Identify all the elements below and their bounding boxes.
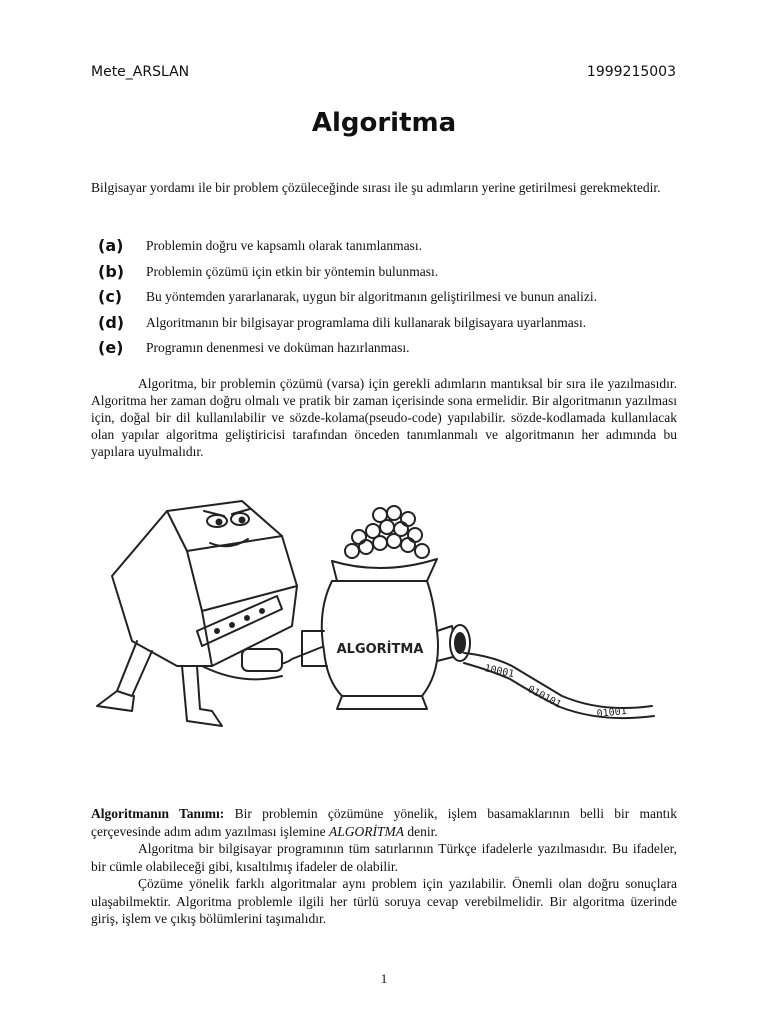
step-item — [98, 262, 688, 288]
step-item — [98, 313, 688, 339]
definition-text: Bir problemin çözümüne yönelik, işlem basamaklarının belli bir mantık çerçevesinde adım adım yazılması işlemine — [91, 806, 677, 839]
data-input-pile — [332, 506, 437, 587]
body-paragraph: Algoritma, bir problemin çözümü (varsa) için gerekli adımların mantıksal bir sıra ile yazılmasıdır. Algoritma her zaman doğru olmalı ve pratik bir zaman içerisinde sona ermelidir. Bir algoritmanın yazılması için, doğal bir dil kullanılabilir ve sözde-kolama(pseudo-code) yapılabilir. sözde-kodlamada kullanılacak olan yapılar algoritma geliştiricisi tarafından önceden tanımlanmalı ve algoritmanın her adımında bu yapılara uyulmalıdır. — [91, 376, 677, 459]
author-name: Mete_ARSLAN — [91, 64, 190, 80]
student-id: 1999215003 — [586, 64, 676, 80]
output-chain — [464, 653, 654, 720]
step-item — [98, 287, 688, 313]
step-text: Bu yöntemden yararlanarak, uygun bir algoritmanın geliştirilmesi ve bunun analizi. — [146, 289, 598, 304]
intro-text: Bilgisayar yordamı ile bir problem çözüleceğinde sırası ile şu adımların yerine getirilmesi gerekmektedir. — [91, 180, 661, 195]
grinder-label: ALGORİTMA — [336, 642, 424, 657]
computer-character — [97, 501, 337, 726]
definition-paragraph-2: Algoritma bir bilgisayar programının tüm satırlarının Türkçe ifadelerle yazılmasıdır. Bu ifadeler, bir cümle olabileceği gibi, kısaltılmış ifadeler de olabilir. — [91, 841, 677, 874]
definition-emphasis: ALGORİTMA — [329, 823, 405, 839]
output-bits: 010101 — [525, 683, 563, 711]
steps-list — [98, 236, 688, 364]
step-text: Problemin çözümü için etkin bir yöntemin bulunması. — [146, 263, 439, 279]
page-title: Algoritma — [311, 108, 457, 138]
grinder-machine — [302, 581, 470, 709]
definition-section — [91, 805, 677, 928]
definition-text-end: denir. — [404, 823, 438, 839]
step-label: (d) — [98, 312, 125, 332]
step-text: Algoritmanın bir bilgisayar programlama dili kullanarak bilgisayara uyarlanması. — [146, 314, 587, 330]
page-number: 1 — [380, 971, 388, 986]
step-label: (b) — [98, 261, 125, 281]
step-item — [98, 338, 688, 364]
definition-paragraph-3: Çözüme yönelik farklı algoritmalar aynı problem için yazılabilir. Önemli olan doğru sonuçlara ulaşabilmektir. Algoritma problemle ilgili her türlü soruya cevap verebilmelidir. Bir algoritma üzerinde giriş, işlem ve çıkış bölümlerini taşımalıdır. — [91, 876, 677, 926]
step-label: (c) — [98, 287, 123, 306]
output-bits: 10001 — [483, 663, 516, 681]
algorithm-grinder-illustration — [92, 481, 676, 768]
output-bits: 01001 — [596, 705, 628, 720]
step-label: (a) — [98, 236, 124, 255]
step-item — [98, 236, 688, 262]
step-text: Programın denenmesi ve doküman hazırlanması. — [146, 340, 410, 355]
definition-term: Algoritmanın Tanımı: — [91, 806, 225, 821]
definition-paragraph — [91, 805, 677, 840]
step-text: Problemin doğru ve kapsamlı olarak tanımlanması. — [146, 238, 422, 253]
step-label: (e) — [98, 338, 124, 357]
